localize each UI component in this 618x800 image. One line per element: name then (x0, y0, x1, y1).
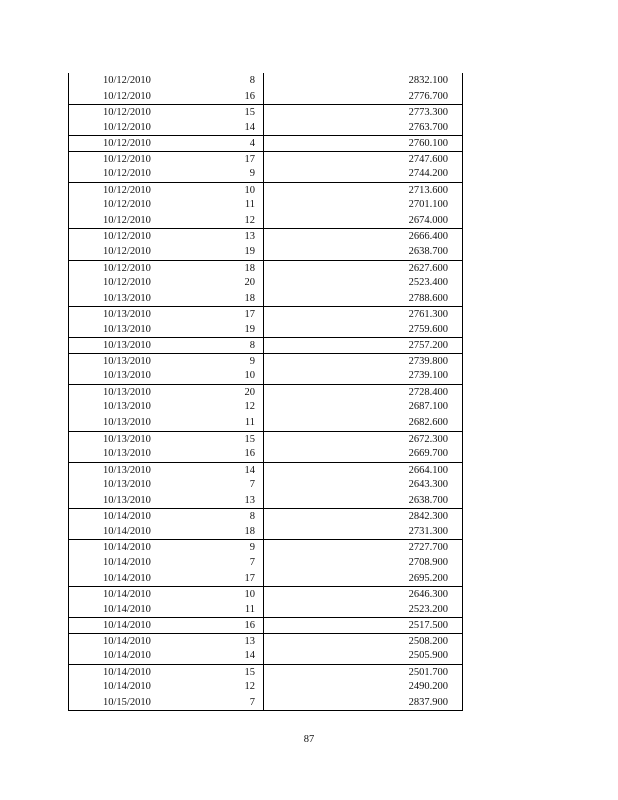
date-cell: 10/14/2010 (103, 620, 151, 632)
date-cell: 10/13/2010 (103, 309, 151, 321)
value-cell: 2646.300 (408, 589, 448, 601)
value-cell: 2523.400 (408, 277, 448, 289)
id-cell: 9 (249, 355, 255, 367)
date-cell: 10/14/2010 (103, 572, 151, 584)
date-cell: 10/12/2010 (103, 231, 151, 243)
id-cell: 8 (249, 75, 255, 86)
date-cell: 10/13/2010 (103, 386, 151, 398)
table-row (69, 462, 462, 478)
id-cell: 19 (244, 246, 255, 258)
table-row (69, 260, 462, 276)
date-cell: 10/12/2010 (103, 199, 151, 211)
value-cell: 2701.100 (408, 199, 448, 211)
date-cell: 10/12/2010 (103, 168, 151, 180)
table-row (69, 275, 462, 291)
value-cell: 2638.700 (408, 246, 448, 258)
page-number: 87 (303, 734, 315, 745)
date-cell: 10/12/2010 (103, 214, 151, 226)
id-cell: 17 (244, 309, 255, 321)
id-cell: 11 (244, 603, 255, 615)
date-cell: 10/13/2010 (103, 292, 151, 304)
id-cell: 12 (244, 214, 255, 226)
table-row (69, 120, 462, 136)
id-cell: 16 (244, 620, 255, 632)
id-cell: 16 (244, 90, 255, 102)
table-row (69, 104, 462, 120)
value-cell: 2664.100 (408, 464, 448, 476)
table-row (69, 244, 462, 260)
table-row (69, 151, 462, 167)
id-cell: 17 (244, 572, 255, 584)
id-cell: 8 (249, 511, 255, 523)
id-cell: 13 (244, 635, 255, 647)
table-row (69, 228, 462, 244)
date-cell: 10/12/2010 (103, 75, 151, 86)
date-cell: 10/12/2010 (103, 107, 151, 119)
date-cell: 10/12/2010 (103, 184, 151, 196)
table-row (69, 384, 462, 400)
date-cell: 10/12/2010 (103, 277, 151, 289)
value-cell: 2763.700 (408, 121, 448, 133)
id-cell: 14 (244, 464, 255, 476)
value-cell: 2695.200 (408, 572, 448, 584)
date-cell: 10/12/2010 (103, 153, 151, 165)
table-row (69, 197, 462, 213)
table-row (69, 291, 462, 307)
value-cell: 2627.600 (408, 262, 448, 274)
date-cell: 10/14/2010 (103, 525, 151, 537)
table-row (69, 493, 462, 509)
table-row (69, 399, 462, 415)
id-cell: 7 (249, 696, 255, 708)
date-cell: 10/12/2010 (103, 138, 151, 150)
date-cell: 10/13/2010 (103, 355, 151, 367)
value-cell: 2761.300 (408, 309, 448, 321)
date-cell: 10/14/2010 (103, 542, 151, 554)
value-cell: 2776.700 (408, 90, 448, 102)
table-row (69, 648, 462, 664)
table-row (69, 586, 462, 602)
table-row (69, 73, 462, 89)
value-cell: 2643.300 (408, 479, 448, 491)
id-cell: 20 (244, 277, 255, 289)
table-row (69, 571, 462, 587)
table-row (69, 431, 462, 447)
date-cell: 10/12/2010 (103, 121, 151, 133)
value-cell: 2672.300 (408, 433, 448, 445)
id-cell: 12 (244, 401, 255, 413)
value-cell: 2727.700 (408, 542, 448, 554)
id-cell: 12 (244, 681, 255, 693)
table-row (69, 695, 462, 711)
date-cell: 10/14/2010 (103, 681, 151, 693)
table-row (69, 337, 462, 353)
table-row (69, 524, 462, 540)
table-row (69, 182, 462, 198)
date-cell: 10/12/2010 (103, 246, 151, 258)
table-row (69, 555, 462, 571)
table-row (69, 415, 462, 431)
value-cell: 2837.900 (408, 696, 448, 708)
date-cell: 10/12/2010 (103, 90, 151, 102)
id-cell: 18 (244, 262, 255, 274)
value-cell: 2508.200 (408, 635, 448, 647)
id-cell: 13 (244, 231, 255, 243)
table-row (69, 446, 462, 462)
table-row (69, 508, 462, 524)
table-row (69, 679, 462, 695)
table-row (69, 664, 462, 680)
id-cell: 17 (244, 153, 255, 165)
table-row (69, 368, 462, 384)
table-row (69, 322, 462, 338)
id-cell: 7 (249, 556, 255, 568)
id-cell: 15 (244, 666, 255, 678)
value-cell: 2666.400 (408, 231, 448, 243)
date-cell: 10/14/2010 (103, 603, 151, 615)
id-cell: 7 (249, 479, 255, 491)
id-cell: 18 (244, 525, 255, 537)
id-cell: 18 (244, 292, 255, 304)
data-table (68, 73, 463, 711)
date-cell: 10/12/2010 (103, 262, 151, 274)
id-cell: 10 (244, 184, 255, 196)
value-cell: 2682.600 (408, 417, 448, 429)
id-cell: 19 (244, 323, 255, 335)
table-row (69, 89, 462, 105)
value-cell: 2687.100 (408, 401, 448, 413)
table-row (69, 306, 462, 322)
value-cell: 2773.300 (408, 107, 448, 119)
date-cell: 10/13/2010 (103, 494, 151, 506)
value-cell: 2739.100 (408, 370, 448, 382)
date-cell: 10/14/2010 (103, 511, 151, 523)
date-cell: 10/13/2010 (103, 340, 151, 352)
value-cell: 2501.700 (408, 666, 448, 678)
id-cell: 14 (244, 121, 255, 133)
value-cell: 2747.600 (408, 153, 448, 165)
table-row (69, 633, 462, 649)
date-cell: 10/13/2010 (103, 370, 151, 382)
table-row (69, 353, 462, 369)
id-cell: 8 (249, 340, 255, 352)
value-cell: 2505.900 (408, 650, 448, 662)
date-cell: 10/15/2010 (103, 696, 151, 708)
table-row (69, 135, 462, 151)
id-cell: 14 (244, 650, 255, 662)
value-cell: 2731.300 (408, 525, 448, 537)
value-cell: 2788.600 (408, 292, 448, 304)
id-cell: 15 (244, 107, 255, 119)
value-cell: 2517.500 (408, 620, 448, 632)
id-cell: 13 (244, 494, 255, 506)
date-cell: 10/13/2010 (103, 433, 151, 445)
date-cell: 10/14/2010 (103, 650, 151, 662)
table-row (69, 213, 462, 229)
value-cell: 2760.100 (408, 138, 448, 150)
table-row (69, 166, 462, 182)
value-cell: 2744.200 (408, 168, 448, 180)
table-row (69, 539, 462, 555)
value-cell: 2674.000 (408, 214, 448, 226)
date-cell: 10/13/2010 (103, 323, 151, 335)
date-cell: 10/14/2010 (103, 589, 151, 601)
value-cell: 2490.200 (408, 681, 448, 693)
date-cell: 10/14/2010 (103, 635, 151, 647)
value-cell: 2739.800 (408, 355, 448, 367)
table-row (69, 477, 462, 493)
id-cell: 11 (244, 199, 255, 211)
id-cell: 20 (244, 386, 255, 398)
value-cell: 2638.700 (408, 494, 448, 506)
id-cell: 11 (244, 417, 255, 429)
value-cell: 2832.100 (408, 75, 448, 86)
id-cell: 9 (249, 168, 255, 180)
id-cell: 16 (244, 448, 255, 460)
date-cell: 10/13/2010 (103, 464, 151, 476)
value-cell: 2708.900 (408, 556, 448, 568)
date-cell: 10/13/2010 (103, 448, 151, 460)
date-cell: 10/14/2010 (103, 556, 151, 568)
value-cell: 2523.200 (408, 603, 448, 615)
value-cell: 2759.600 (408, 323, 448, 335)
table-row (69, 602, 462, 618)
value-cell: 2728.400 (408, 386, 448, 398)
date-cell: 10/13/2010 (103, 479, 151, 491)
value-cell: 2669.700 (408, 448, 448, 460)
date-cell: 10/13/2010 (103, 417, 151, 429)
value-cell: 2842.300 (408, 511, 448, 523)
id-cell: 4 (249, 138, 255, 150)
id-cell: 15 (244, 433, 255, 445)
date-cell: 10/14/2010 (103, 666, 151, 678)
id-cell: 10 (244, 589, 255, 601)
id-cell: 10 (244, 370, 255, 382)
id-cell: 9 (249, 542, 255, 554)
value-cell: 2713.600 (408, 184, 448, 196)
value-cell: 2757.200 (408, 340, 448, 352)
table-row (69, 617, 462, 633)
date-cell: 10/13/2010 (103, 401, 151, 413)
